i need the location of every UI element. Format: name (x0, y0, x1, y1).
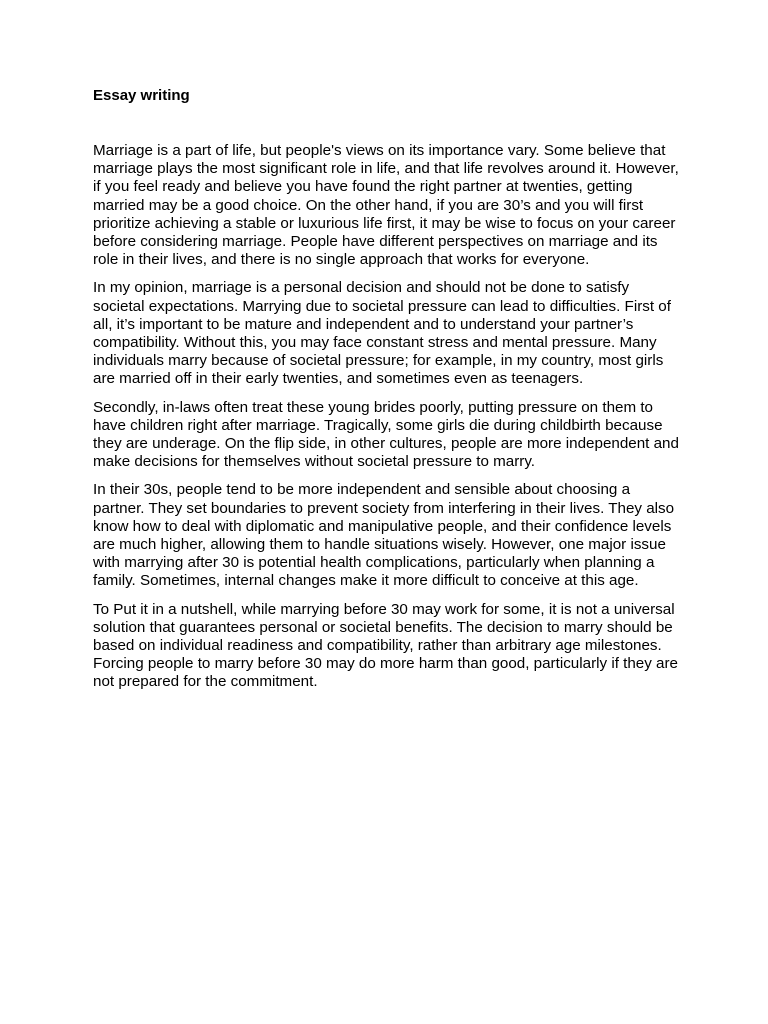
document-body (93, 87, 683, 702)
paragraph-4: In their 30s, people tend to be more independent and sensible about choosing a partner. They set boundaries to prevent society from interfering in their lives. They also know how to deal with diplomatic and manipulative people, and their confidence levels are much higher, allowing them to handle situations wisely. However, one major issue with marrying after 30 is potential health complications, particularly when planning a family. Sometimes, internal changes make it more difficult to conceive at this age. (93, 481, 675, 590)
paragraph-1: Marriage is a part of life, but people's views on its importance vary. Some believe that marriage plays the most significant role in life, and that life revolves around it. However, if you feel ready and believe you have found the right partner at twenties, getting married may be a good choice. On the other hand, if you are 30’s and you will first prioritize achieving a stable or luxurious life first, it may be wise to focus on your career before considering marriage. People have different perspectives on marriage and its role in their lives, and there is no single approach that works for everyone. (93, 142, 679, 269)
document-title: Essay writing (93, 87, 190, 104)
paragraph-3: Secondly, in-laws often treat these young brides poorly, putting pressure on them to have children right after marriage. Tragically, some girls die during childbirth because they are underage. On the flip side, in other cultures, people are more independent and make decisions for themselves without societal pressure to marry. (93, 398, 679, 471)
paragraph-5: To Put it in a nutshell, while marrying before 30 may work for some, it is not a universal solution that guarantees personal or societal benefits. The decision to marry should be based on individual readiness and compatibility, rather than arbitrary age milestones. Forcing people to marry before 30 may do more harm than good, particularly if they are not prepared for the commitment. (93, 600, 679, 691)
paragraph-2: In my opinion, marriage is a personal decision and should not be done to satisfy societal expectations. Marrying due to societal pressure can lead to difficulties. First of all, it’s important to be mature and independent and to understand your partner’s compatibility. Without this, you may face constant stress and mental pressure. Many individuals marry because of societal pressure; for example, in my country, most girls are married off in their early twenties, and sometimes even as teenagers. (93, 279, 671, 388)
